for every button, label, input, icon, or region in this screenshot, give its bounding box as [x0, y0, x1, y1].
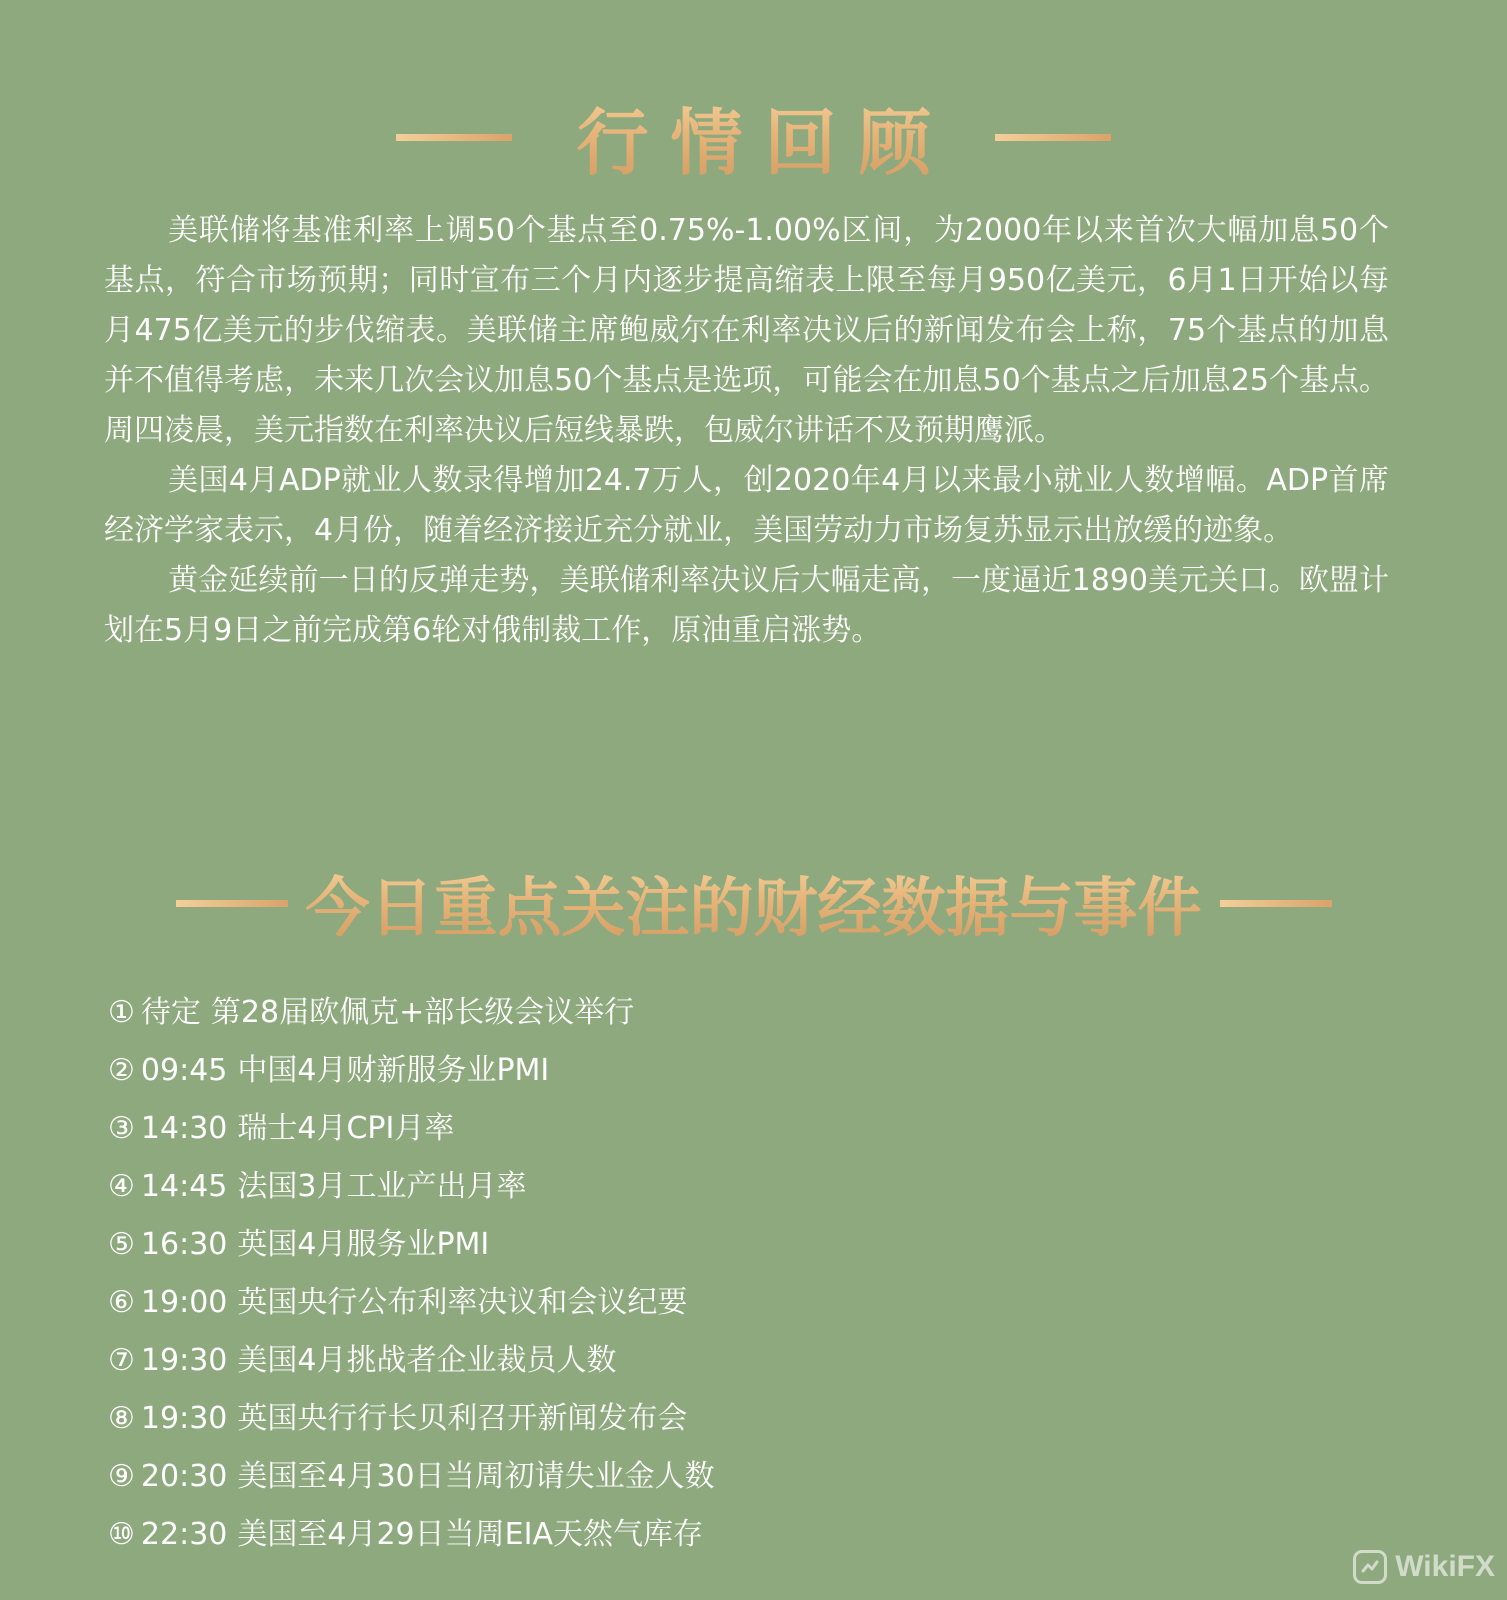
event-number: ① [108, 995, 135, 1030]
event-description: 英国央行行长贝利召开新闻发布会 [237, 1401, 688, 1436]
event-number: ⑧ [108, 1401, 135, 1436]
market-review-body [104, 206, 1389, 656]
event-description: 美国至4月30日当周初请失业金人数 [237, 1459, 715, 1494]
event-item [108, 1158, 715, 1216]
event-description: 第28届欧佩克+部长级会议举行 [210, 995, 635, 1030]
event-description: 中国4月财新服务业PMI [237, 1053, 550, 1088]
event-number: ③ [108, 1111, 135, 1146]
event-item [108, 1042, 715, 1100]
event-description: 美国至4月29日当周EIA天然气库存 [237, 1517, 703, 1552]
event-description: 美国4月挑战者企业裁员人数 [237, 1343, 617, 1378]
event-time: 19:00 [140, 1285, 228, 1320]
events-header [0, 858, 1507, 948]
event-time: 19:30 [140, 1343, 228, 1378]
event-time: 待定 [140, 995, 201, 1030]
event-item [108, 1332, 715, 1390]
event-time: 16:30 [140, 1227, 228, 1262]
event-number: ⑥ [108, 1285, 135, 1320]
event-time: 14:45 [140, 1169, 228, 1204]
event-time: 14:30 [140, 1111, 228, 1146]
event-item [108, 1506, 715, 1564]
event-description: 瑞士4月CPI月率 [237, 1111, 455, 1146]
event-item [108, 1448, 715, 1506]
review-paragraph: 美国4月ADP就业人数录得增加24.7万人，创2020年4月以来最小就业人数增幅。ADP首席经济学家表示，4月份，随着经济接近充分就业，美国劳动力市场复苏显示出放缓的迹象。 [104, 463, 1389, 548]
event-time: 09:45 [140, 1053, 228, 1088]
event-time: 19:30 [140, 1401, 228, 1436]
event-item [108, 1100, 715, 1158]
review-paragraph: 美联储将基准利率上调50个基点至0.75%-1.00%区间，为2000年以来首次大幅加息50个基点，符合市场预期；同时宣布三个月内逐步提高缩表上限至每月950亿美元，6月1日开始以每月475亿美元的步伐缩表。美联储主席鲍威尔在利率决议后的新闻发布会上称，75个基点的加息并不值得考虑，未来几次会议加息50个基点是选项，可能会在加息50个基点之后加息25个基点。周四凌晨，美元指数在利率决议后短线暴跌，包威尔讲话不及预期鹰派。 [104, 213, 1389, 448]
wikifx-watermark [1353, 1550, 1495, 1584]
event-item [108, 1216, 715, 1274]
event-item [108, 1274, 715, 1332]
event-number: ④ [108, 1169, 135, 1204]
market-review-header [0, 92, 1507, 185]
event-item [108, 1390, 715, 1448]
events-title: 今日重点关注的财经数据与事件 [306, 857, 1202, 949]
header-dash-left [176, 900, 288, 907]
event-number: ⑦ [108, 1343, 135, 1378]
header-dash-right [995, 134, 1111, 141]
header-dash-right [1220, 900, 1332, 907]
watermark-text: WikiFX [1395, 1550, 1495, 1583]
event-number: ⑤ [108, 1227, 135, 1262]
event-item [108, 984, 715, 1042]
market-review-title: 行情回顾 [576, 85, 952, 189]
event-description: 英国4月服务业PMI [237, 1227, 490, 1262]
event-number: ⑩ [108, 1517, 135, 1552]
event-time: 20:30 [140, 1459, 228, 1494]
event-description: 英国央行公布利率决议和会议纪要 [237, 1285, 688, 1320]
event-description: 法国3月工业产出月率 [237, 1169, 527, 1204]
review-paragraph: 黄金延续前一日的反弹走势，美联储利率决议后大幅走高，一度逼近1890美元关口。欧盟计划在5月9日之前完成第6轮对俄制裁工作，原油重启涨势。 [104, 563, 1389, 648]
wikifx-logo-icon [1353, 1550, 1387, 1584]
event-number: ⑨ [108, 1459, 135, 1494]
events-list [108, 984, 715, 1564]
event-number: ② [108, 1053, 135, 1088]
event-time: 22:30 [140, 1517, 228, 1552]
header-dash-left [396, 134, 512, 141]
